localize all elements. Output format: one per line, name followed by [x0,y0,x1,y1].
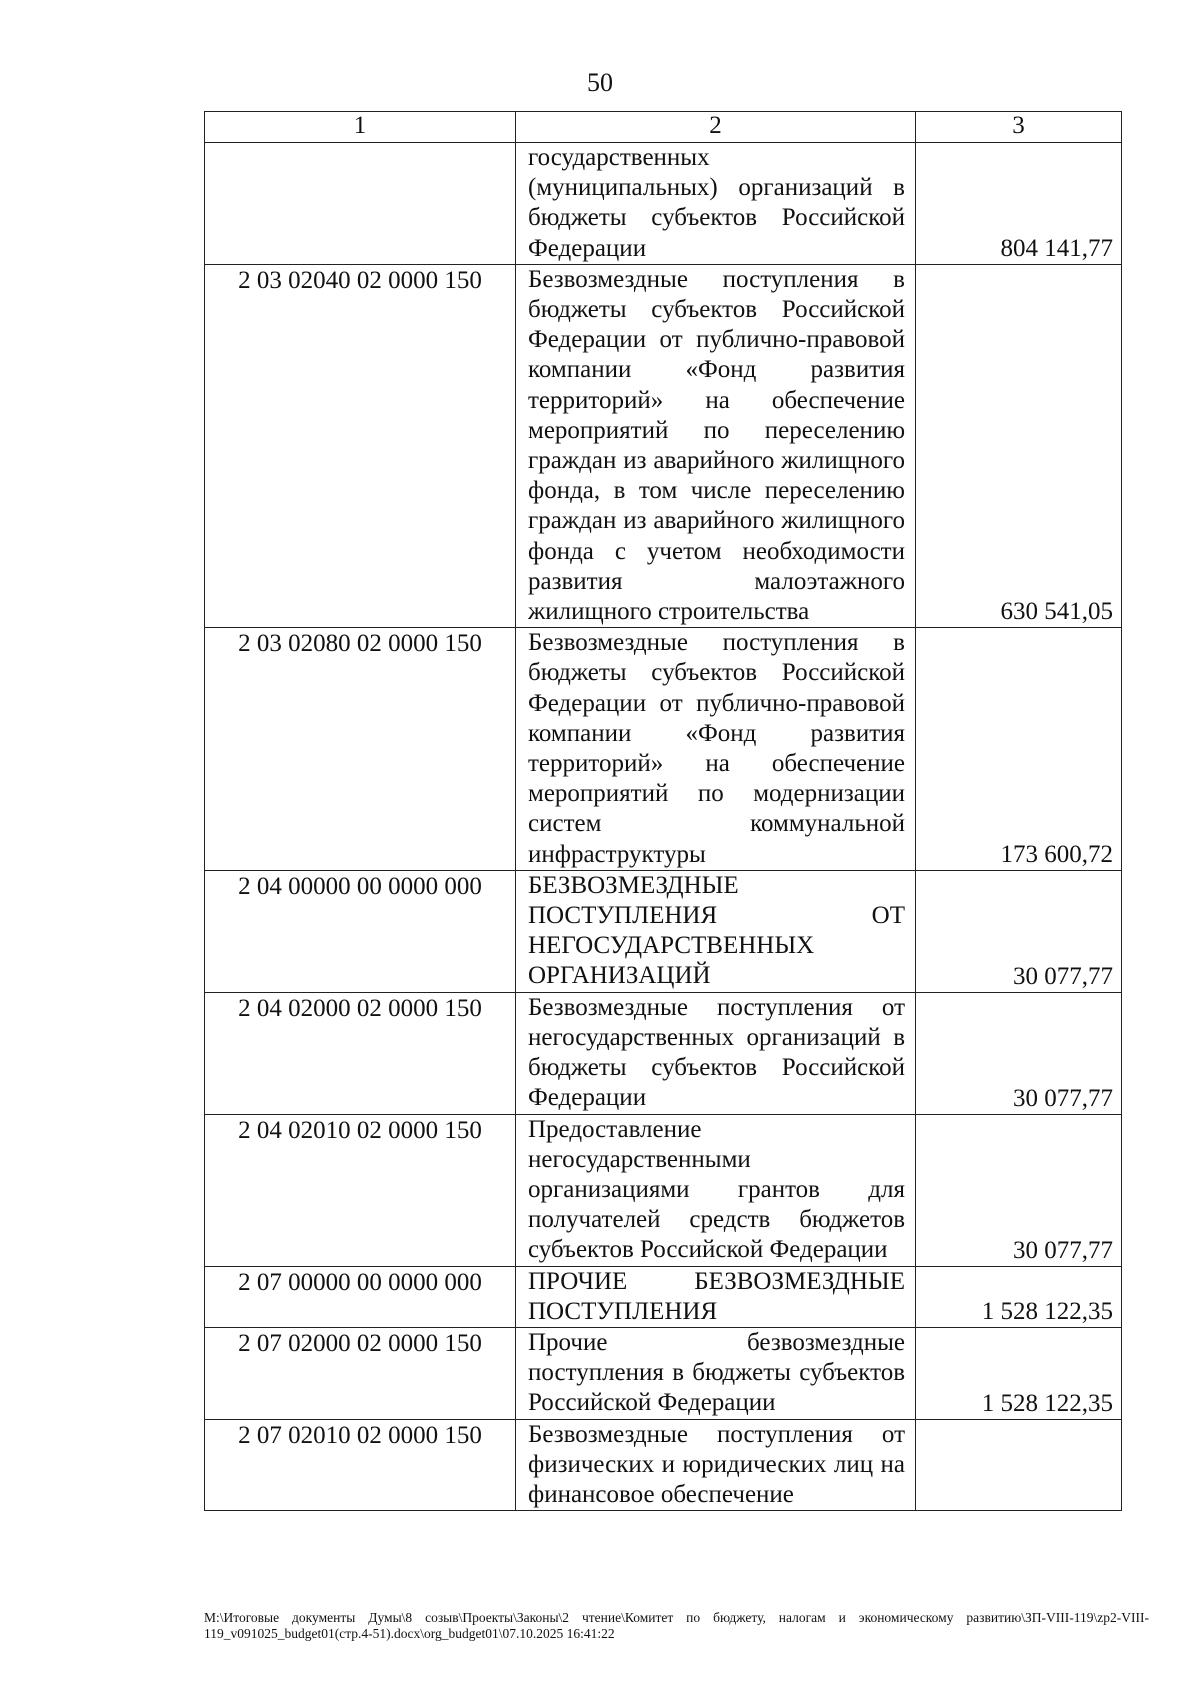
row-amount-cell [916,1327,1122,1419]
row-code: 2 04 02000 02 0000 150 [205,992,516,1114]
page-number: 50 [587,68,613,97]
table-row [205,628,1122,871]
table-row [205,143,1122,265]
row-code: 2 03 02040 02 0000 150 [205,264,516,627]
row-amount-cell [916,870,1122,992]
row-amount: 804 141,77 [1000,234,1113,262]
row-amount: 30 077,77 [1013,1084,1113,1112]
table-row [205,1327,1122,1419]
table-row [205,1266,1122,1327]
row-amount: 30 077,77 [1013,1236,1113,1264]
row-code: 2 04 02010 02 0000 150 [205,1114,516,1266]
row-description: Безвозмездные поступления от физических и юридических лиц на финансовое обеспечение [516,1419,916,1511]
row-amount: 30 077,77 [1013,962,1113,990]
row-amount: 173 600,72 [1000,840,1113,868]
table-row [205,992,1122,1114]
row-description: государственных (муниципальных) организаций в бюджеты субъектов Российской Федерации [516,143,916,265]
row-amount-cell [916,628,1122,871]
table-header-row [205,112,1122,143]
row-code: 2 07 02000 02 0000 150 [205,1327,516,1419]
column-header-amount: 3 [916,112,1122,143]
row-description: Безвозмездные поступления в бюджеты субъектов Российской Федерации от публично-правовой компании «Фонд развития территорий» на обеспечение мероприятий по модернизации систем коммунальной инфраструктуры [516,628,916,871]
row-description: Безвозмездные поступления от негосударственных организаций в бюджеты субъектов Российской Федерации [516,992,916,1114]
column-header-description: 2 [516,112,916,143]
row-code: 2 07 00000 00 0000 000 [205,1266,516,1327]
row-amount: 1 528 122,35 [981,1297,1113,1325]
document-file-path-footer: M:\Итоговые документы Думы\8 созыв\Проекты\Законы\2 чтение\Комитет по бюджету, налогам и экономическому развитию\ЗП-VIII-119\zp2-VIII-119_v091025_budget01(стр.4-51).docx\org_budget01\07.10.2025 16:41:22 [204,1610,1149,1641]
row-amount-cell [916,1419,1122,1511]
column-header-code: 1 [205,112,516,143]
budget-table [204,111,1122,1511]
row-code [205,143,516,265]
row-description: ПРОЧИЕ БЕЗВОЗМЕЗДНЫЕ ПОСТУПЛЕНИЯ [516,1266,916,1327]
row-code: 2 03 02080 02 0000 150 [205,628,516,871]
row-code: 2 04 00000 00 0000 000 [205,870,516,992]
row-amount-cell [916,264,1122,627]
row-amount-cell [916,1114,1122,1266]
table-row [205,1114,1122,1266]
table-row [205,264,1122,627]
row-amount-cell [916,1266,1122,1327]
row-description: БЕЗВОЗМЕЗДНЫЕ ПОСТУПЛЕНИЯ ОТ НЕГОСУДАРСТВЕННЫХ ОРГАНИЗАЦИЙ [516,870,916,992]
row-amount-cell [916,143,1122,265]
row-amount: 630 541,05 [1000,598,1113,626]
row-amount: 1 528 122,35 [981,1389,1113,1417]
table-row [205,1419,1122,1511]
row-description: Безвозмездные поступления в бюджеты субъектов Российской Федерации от публично-правовой компании «Фонд развития территорий» на обеспечение мероприятий по переселению граждан из аварийного жилищного фонда, в том числе переселению граждан из аварийного жилищного фонда с учетом необходимости развития малоэтажного жилищного строительства [516,264,916,627]
row-description: Предоставление негосударственными организациями грантов для получателей средств бюджетов субъектов Российской Федерации [516,1114,916,1266]
row-amount-cell [916,992,1122,1114]
row-code: 2 07 02010 02 0000 150 [205,1419,516,1511]
table-row [205,870,1122,992]
row-description: Прочие безвозмездные поступления в бюджеты субъектов Российской Федерации [516,1327,916,1419]
